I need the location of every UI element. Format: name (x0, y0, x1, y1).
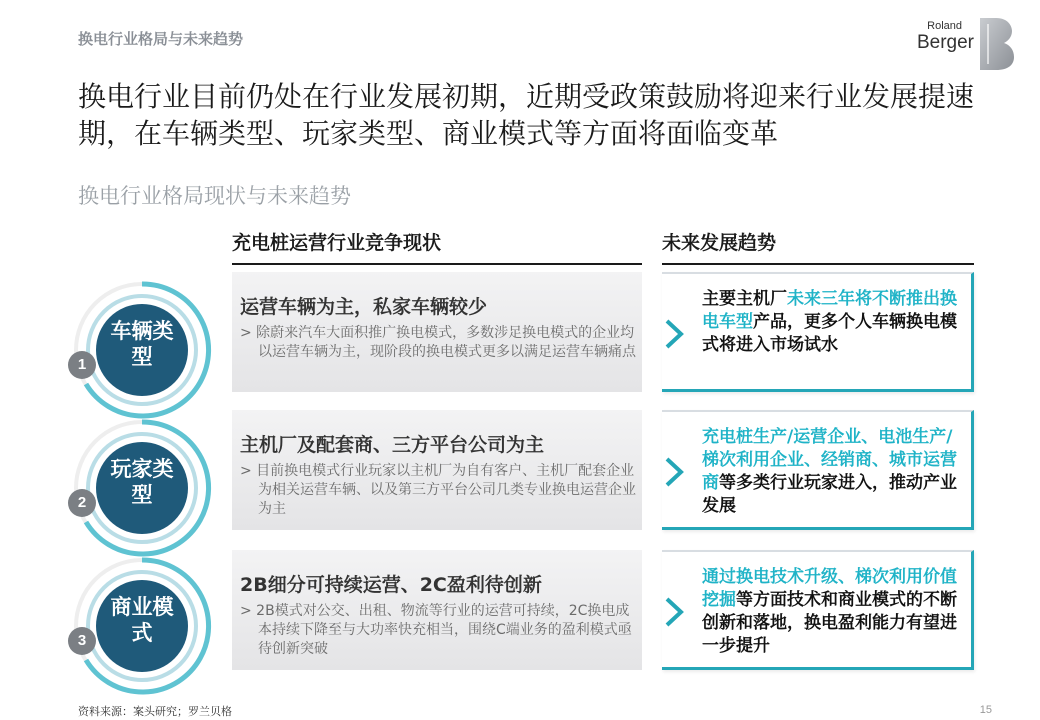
chevron-right-icon (664, 318, 686, 350)
row1-badge (66, 276, 216, 426)
page-number: 15 (979, 704, 992, 716)
badge-text: 玩家类型 (110, 457, 174, 507)
row-number: 1 (68, 351, 96, 379)
row-number: 2 (68, 489, 96, 517)
trend-text: 主要主机厂未来三年将不断推出换电车型产品，更多个人车辆换电模式将进入市场试水 (702, 289, 957, 355)
right-column-header: 未来发展趋势 (662, 228, 974, 265)
trend-text: 充电桩生产/运营企业、电池生产/梯次利用企业、经销商、城市运营商等多类行业玩家进入，推动产业发展 (702, 427, 957, 516)
row1-trend-box (662, 272, 974, 392)
badge-text: 车辆类型 (110, 319, 174, 369)
chevron-right-icon (664, 456, 686, 488)
brand-big-text: Berger (916, 32, 974, 53)
badge-text: 商业模式 (110, 595, 174, 645)
status-title: 运营车辆为主，私家车辆较少 (240, 296, 488, 318)
row3-status-box (232, 550, 642, 670)
row3-badge (66, 552, 216, 702)
section-label: 换电行业格局与未来趋势 (78, 30, 244, 48)
status-body: > 除蔚来汽车大面积推广换电模式，多数涉足换电模式的企业均以运营车辆为主，现阶段的换电模式更多以满足运营车辆痛点 (240, 325, 636, 360)
row2-badge (66, 414, 216, 564)
row2-trend-box (662, 410, 974, 530)
brand-logo (900, 16, 1020, 76)
brand-b-icon (978, 16, 1016, 72)
status-title: 2B细分可持续运营、2C盈利待创新 (240, 574, 542, 596)
footer-source: 资料来源：案头研究；罗兰贝格 (78, 705, 232, 718)
left-column-header: 充电桩运营行业竞争现状 (232, 228, 642, 265)
row-number: 3 (68, 627, 96, 655)
trend-text: 通过换电技术升级、梯次利用价值挖掘等方面技术和商业模式的不断创新和落地，换电盈利能力有望进一步提升 (702, 567, 957, 656)
page-headline: 换电行业目前仍处在行业发展初期，近期受政策鼓励将迎来行业发展提速期，在车辆类型、玩家类型、商业模式等方面将面临变革 (78, 80, 975, 150)
chevron-right-icon (664, 596, 686, 628)
row3-trend-box (662, 550, 974, 670)
brand-small-text: Roland (927, 20, 962, 32)
status-title: 主机厂及配套商、三方平台公司为主 (240, 434, 545, 456)
row2-status-box (232, 410, 642, 530)
page-subheadline: 换电行业格局现状与未来趋势 (78, 184, 351, 208)
status-body: > 2B模式对公交、出租、物流等行业的运营可持续，2C换电成本持续下降至与大功率快充相当，围绕C端业务的盈利模式亟待创新突破 (240, 603, 632, 657)
row1-status-box (232, 272, 642, 392)
status-body: > 目前换电模式行业玩家以主机厂为自有客户、主机厂配套企业为相关运营车辆、以及第三方平台公司几类专业换电运营企业为主 (240, 463, 636, 517)
